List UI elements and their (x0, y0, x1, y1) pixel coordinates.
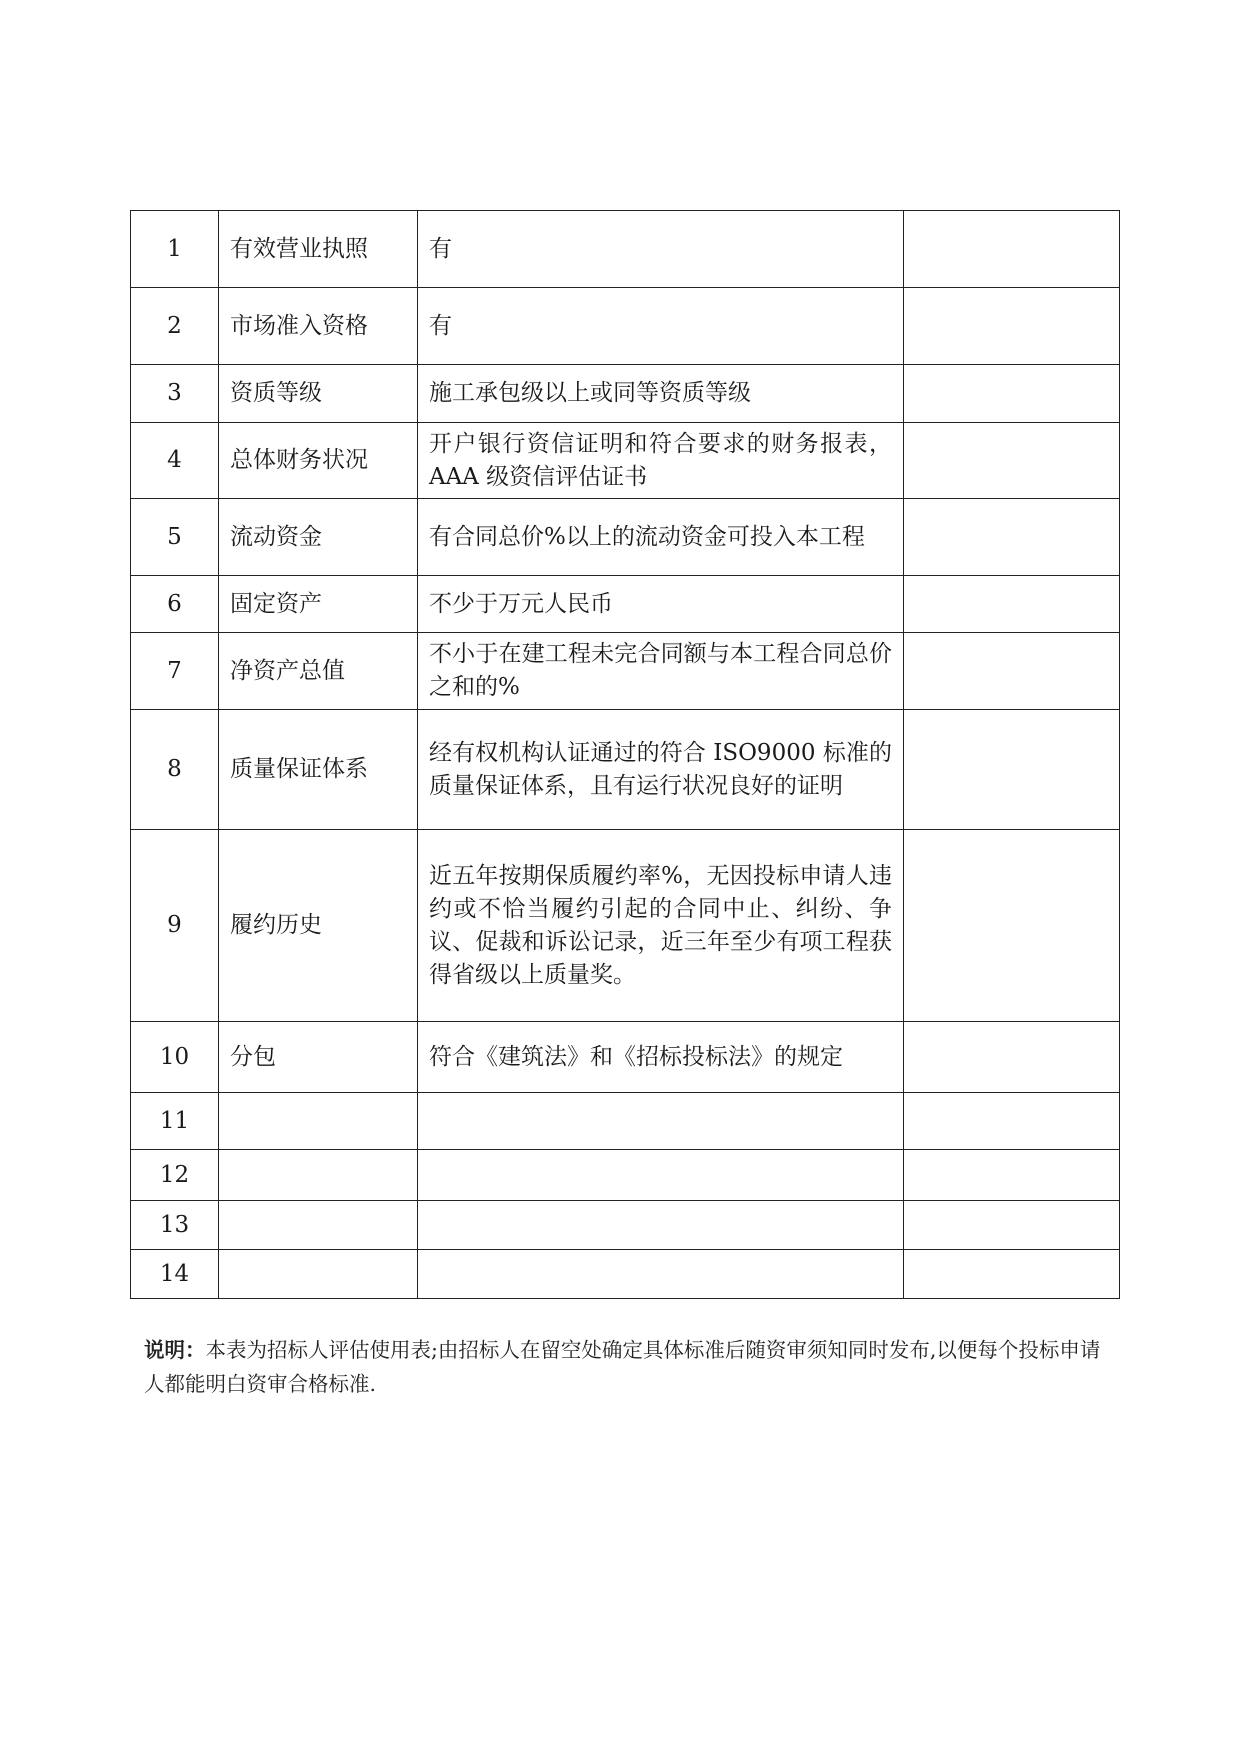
criterion-name (219, 1250, 418, 1299)
criterion-name (219, 1201, 418, 1250)
row-number: 3 (131, 365, 219, 423)
row-number: 4 (131, 423, 219, 499)
table-row (131, 830, 1120, 1022)
criterion-requirement: 有合同总价%以上的流动资金可投入本工程 (418, 499, 904, 576)
evaluation-cell (904, 1250, 1120, 1299)
evaluation-cell (904, 576, 1120, 633)
evaluation-cell (904, 499, 1120, 576)
evaluation-cell (904, 288, 1120, 365)
criterion-requirement: 不少于万元人民币 (418, 576, 904, 633)
table-row (131, 1201, 1120, 1250)
criterion-requirement: 有 (418, 288, 904, 365)
criterion-requirement: 不小于在建工程未完合同额与本工程合同总价之和的% (418, 633, 904, 710)
table-row (131, 1093, 1120, 1150)
criterion-requirement: 开户银行资信证明和符合要求的财务报表，AAA 级资信评估证书 (418, 423, 904, 499)
criterion-name (219, 1093, 418, 1150)
row-number: 10 (131, 1022, 219, 1093)
criterion-name: 总体财务状况 (219, 423, 418, 499)
evaluation-cell (904, 423, 1120, 499)
criterion-name: 净资产总值 (219, 633, 418, 710)
table-row (131, 1150, 1120, 1201)
table-row (131, 423, 1120, 499)
criterion-requirement (418, 1093, 904, 1150)
criterion-requirement (418, 1250, 904, 1299)
criterion-name: 市场准入资格 (219, 288, 418, 365)
evaluation-cell (904, 1093, 1120, 1150)
row-number: 14 (131, 1250, 219, 1299)
row-number: 6 (131, 576, 219, 633)
table-row (131, 365, 1120, 423)
criterion-requirement: 近五年按期保质履约率%，无因投标申请人违约或不恰当履约引起的合同中止、纠纷、争议、促裁和诉讼记录，近三年至少有项工程获得省级以上质量奖。 (418, 830, 904, 1022)
evaluation-cell (904, 633, 1120, 710)
row-number: 8 (131, 710, 219, 830)
table-row (131, 633, 1120, 710)
evaluation-cell (904, 1150, 1120, 1201)
evaluation-cell (904, 1201, 1120, 1250)
note-label: 说明： (144, 1338, 206, 1362)
evaluation-cell (904, 1022, 1120, 1093)
row-number: 1 (131, 211, 219, 288)
table-row (131, 499, 1120, 576)
evaluation-cell (904, 710, 1120, 830)
row-number: 5 (131, 499, 219, 576)
criterion-name: 质量保证体系 (219, 710, 418, 830)
criterion-name: 固定资产 (219, 576, 418, 633)
row-number: 13 (131, 1201, 219, 1250)
criterion-name: 资质等级 (219, 365, 418, 423)
table-row (131, 710, 1120, 830)
table-row (131, 1250, 1120, 1299)
criterion-requirement (418, 1201, 904, 1250)
explanatory-note (144, 1333, 1119, 1401)
criterion-requirement: 符合《建筑法》和《招标投标法》的规定 (418, 1022, 904, 1093)
table-row (131, 211, 1120, 288)
evaluation-cell (904, 211, 1120, 288)
criterion-requirement: 有 (418, 211, 904, 288)
qualification-criteria-table (130, 210, 1120, 1299)
criterion-name: 有效营业执照 (219, 211, 418, 288)
table-row (131, 1022, 1120, 1093)
criterion-name (219, 1150, 418, 1201)
row-number: 7 (131, 633, 219, 710)
evaluation-cell (904, 365, 1120, 423)
note-text: 本表为招标人评估使用表;由招标人在留空处确定具体标准后随资审须知同时发布,以便每个投标申请人都能明白资审合格标准. (144, 1338, 1101, 1396)
row-number: 11 (131, 1093, 219, 1150)
row-number: 12 (131, 1150, 219, 1201)
criterion-name: 流动资金 (219, 499, 418, 576)
criterion-name: 分包 (219, 1022, 418, 1093)
criterion-name: 履约历史 (219, 830, 418, 1022)
criterion-requirement: 施工承包级以上或同等资质等级 (418, 365, 904, 423)
evaluation-cell (904, 830, 1120, 1022)
criterion-requirement: 经有权机构认证通过的符合 ISO9000 标准的质量保证体系，且有运行状况良好的证明 (418, 710, 904, 830)
table-row (131, 288, 1120, 365)
row-number: 2 (131, 288, 219, 365)
criterion-requirement (418, 1150, 904, 1201)
row-number: 9 (131, 830, 219, 1022)
table-row (131, 576, 1120, 633)
